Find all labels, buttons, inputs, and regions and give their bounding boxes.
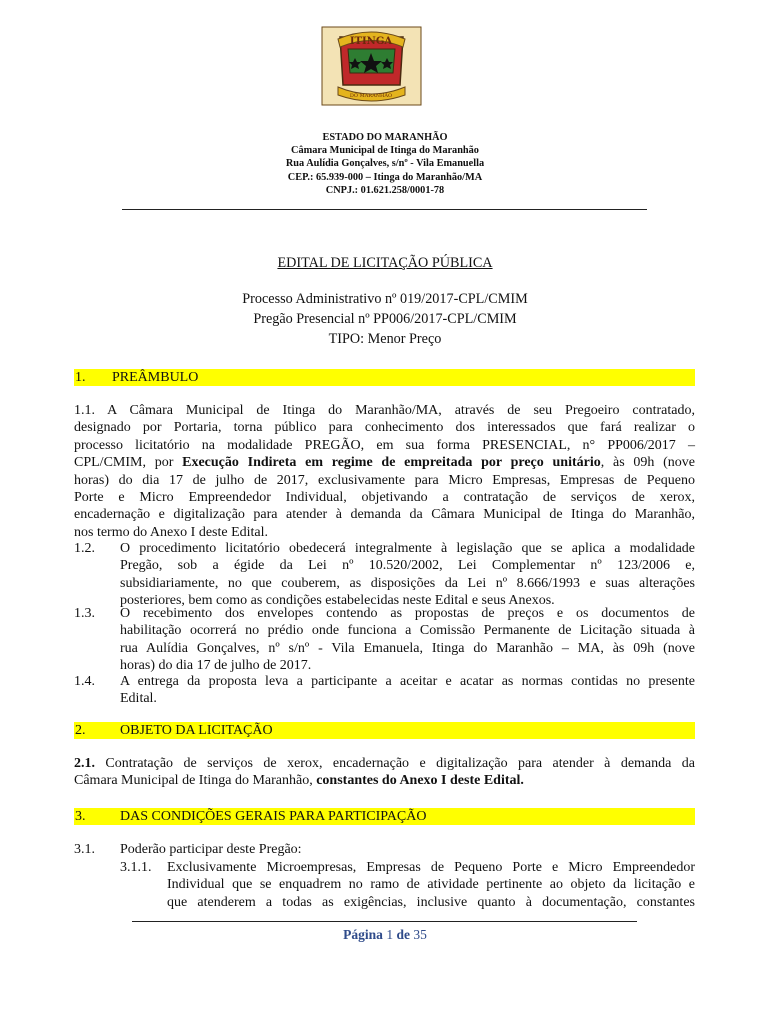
item-number-1-3: 1.3.	[74, 606, 95, 621]
item-number-1-2: 1.2.	[74, 541, 95, 556]
letterhead	[0, 131, 770, 197]
header-chamber: Câmara Municipal de Itinga do Maranhão	[291, 145, 479, 157]
header-divider	[122, 209, 647, 210]
document-title: EDITAL DE LICITAÇÃO PÚBLICA	[277, 255, 493, 271]
page-label: Página	[343, 927, 383, 942]
paragraph-1-2: O procedimento licitatório obedecerá integralmente à legislação que se aplica a modalidade Pregão, sob a égide da Lei nº 10.520/2002, Lei Complementar nº 123/2006 e, subsidiariamente, no que couberem, as disposições da Lei nº 8.666/1993 e suas alterações posteriores, bem como as condições estabelecidas neste Edital e seus Anexos.	[120, 541, 695, 609]
page-footer	[0, 927, 770, 943]
item-number-3-1: 3.1.	[74, 842, 95, 857]
header-address: Rua Aulídia Gonçalves, s/nº - Vila Emanuella	[285, 158, 485, 170]
paragraph-3-1-1: Exclusivamente Microempresas, Empresas de Pequeno Porte e Micro Empreendedor Individual que se enquadrem no ramo de atividade pertinente ao objeto da licitação e que atenderem a todas as exigências, inclusive quanto à documentação, constantes	[167, 860, 695, 910]
logo-text-top: ITINGA	[349, 36, 393, 47]
section-heading-objeto: 2. OBJETO DA LICITAÇÃO	[74, 722, 695, 739]
paragraph-1-4: A entrega da proposta leva a participante a aceitar e acatar as normas contidas no presente Edital.	[120, 674, 695, 707]
of-label: de	[396, 927, 410, 942]
process-number: Processo Administrativo nº 019/2017-CPL/CMIM	[242, 291, 528, 307]
section-heading-condicoes: 3. DAS CONDIÇÕES GERAIS PARA PARTICIPAÇÃO	[74, 808, 695, 825]
pregao-number: Pregão Presencial nº PP006/2017-CPL/CMIM	[253, 311, 517, 327]
paragraph-2-1: 2.1. Contratação de serviços de xerox, encadernação e digitalização para atender à demanda da Câmara Municipal de Itinga do Maranhão, constantes do Anexo I deste Edital.	[74, 756, 695, 789]
paragraph-3-1: Poderão participar deste Pregão:	[120, 842, 302, 857]
paragraph-1-3: O recebimento dos envelopes contendo as propostas de preços e os documentos de habilitação ocorrerá no prédio onde funciona a Comissão Permanente de Licitação situada à rua Aulídia Gonçalves, nº s/nº - Vila Emanuela, Itinga do Maranhão – MA, às 09h (nove horas) do dia 17 de julho de 2017.	[120, 606, 695, 674]
item-number-1-4: 1.4.	[74, 674, 95, 689]
coat-of-arms-logo	[320, 25, 423, 107]
logo-text-bottom: DO MARANHÃO	[349, 93, 393, 99]
page-total: 35	[413, 927, 427, 942]
tipo-line: TIPO: Menor Preço	[328, 331, 442, 347]
footer-divider	[132, 921, 637, 922]
paragraph-1-1: 1.1. A Câmara Municipal de Itinga do Maranhão/MA, através de seu Pregoeiro contratado, designado por Portaria, torna público para conhecimento dos interessados que fará realizar o processo licitatório na modalidade PREGÃO, em sua forma PRESENCIAL, n° PP006/2017 – CPL/CMIM, por Execução Indireta em regime de empreitada por preço unitário, às 09h (nove horas) do dia 17 de julho de 2017, exclusivamente para Micro Empresas, Empresas de Pequeno Porte e Micro Empreendedor Individual, objetivando a contratação de serviços de xerox, encadernação e digitalização para atender à demanda da Câmara Municipal de Itinga do Maranhão, nos termo do Anexo I deste Edital.	[74, 403, 696, 540]
item-number-3-1-1: 3.1.1.	[120, 860, 152, 875]
header-state: ESTADO DO MARANHÃO	[322, 132, 448, 143]
header-cnpj: CNPJ.: 01.621.258/0001-78	[325, 184, 445, 196]
section-heading-preambulo: 1. PREÂMBULO	[74, 369, 695, 386]
header-cep: CEP.: 65.939-000 – Itinga do Maranhão/MA	[287, 171, 483, 183]
page-number: 1	[386, 927, 394, 942]
